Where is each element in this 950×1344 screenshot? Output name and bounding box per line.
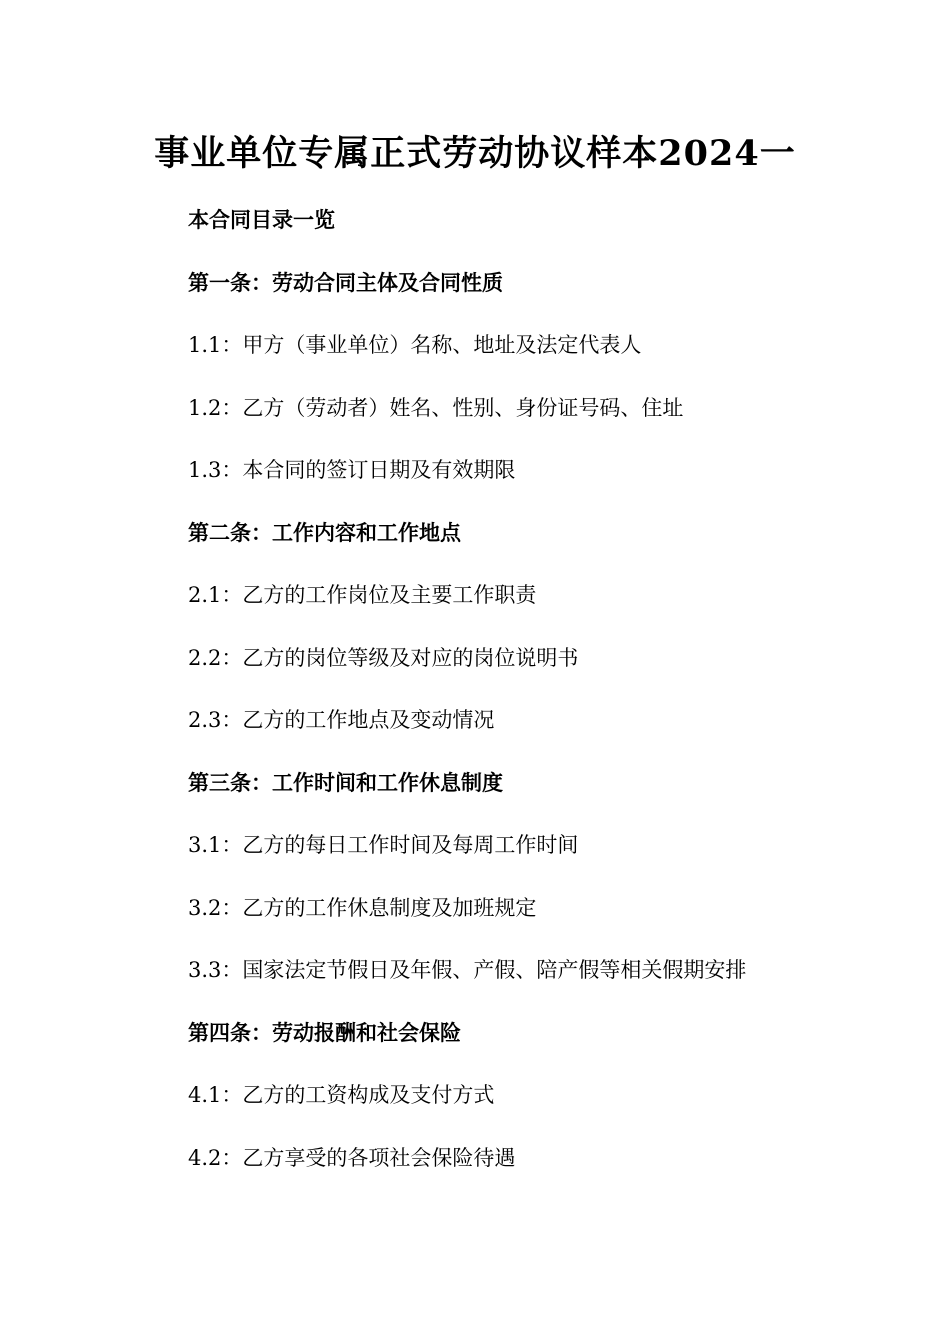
- article-heading: 第二条：工作内容和工作地点: [188, 520, 461, 545]
- clause-line: 2.1：乙方的工作岗位及主要工作职责: [188, 583, 537, 607]
- clause-line: 3.2：乙方的工作休息制度及加班规定: [188, 896, 537, 920]
- clause-line: 4.1：乙方的工资构成及支付方式: [188, 1083, 495, 1107]
- article-heading: 第一条：劳动合同主体及合同性质: [188, 270, 503, 295]
- clause-line: 1.1：甲方（事业单位）名称、地址及法定代表人: [188, 333, 642, 357]
- clause-line: 1.2：乙方（劳动者）姓名、性别、身份证号码、住址: [188, 396, 684, 420]
- clause-line: 1.3：本合同的签订日期及有效期限: [188, 458, 516, 482]
- clause-line: 2.3：乙方的工作地点及变动情况: [188, 708, 495, 732]
- clause-line: 4.2：乙方享受的各项社会保险待遇: [188, 1146, 516, 1170]
- clause-line: 3.1：乙方的每日工作时间及每周工作时间: [188, 833, 579, 857]
- clause-line: 2.2：乙方的岗位等级及对应的岗位说明书: [188, 646, 579, 670]
- article-heading: 第四条：劳动报酬和社会保险: [188, 1020, 461, 1045]
- article-heading: 第三条：工作时间和工作休息制度: [188, 770, 503, 795]
- clause-line: 3.3：国家法定节假日及年假、产假、陪产假等相关假期安排: [188, 958, 747, 982]
- document-title: 事业单位专属正式劳动协议样本2024一: [154, 133, 796, 174]
- toc-heading: 本合同目录一览: [188, 207, 335, 232]
